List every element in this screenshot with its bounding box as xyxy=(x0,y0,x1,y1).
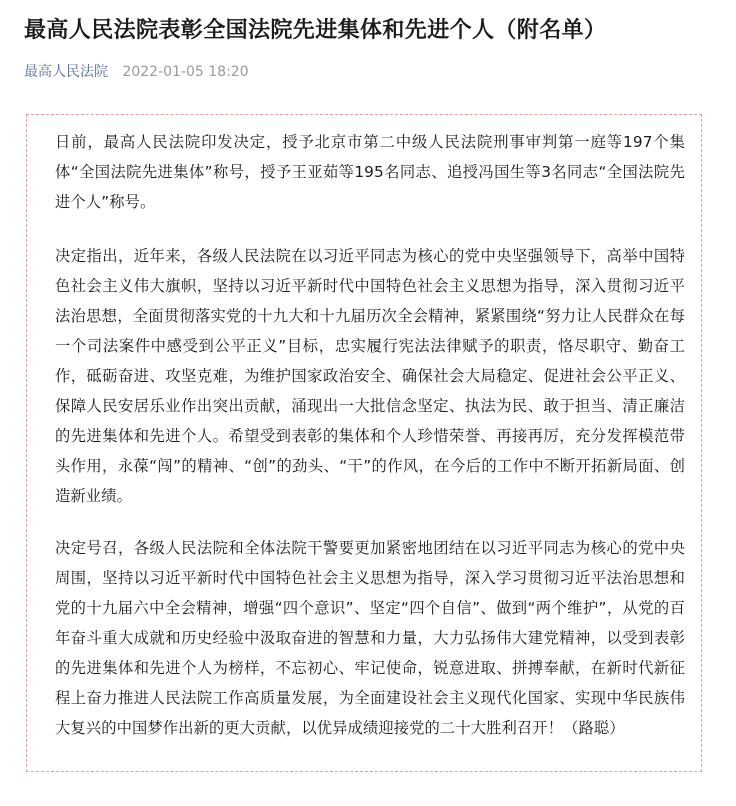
paragraph-decision-points: 决定指出，近年来，各级人民法院在以习近平同志为核心的党中央坚强领导下，高举中国特色社会主义伟大旗帜，坚持以习近平新时代中国特色社会主义思想为指导，深入贯彻习近平法治思想，全面贯彻落实党的十九大和十九届历次全会精神，紧紧围绕“努力让人民群众在每一个司法案件中感受到公平正义”目标，忠实履行宪法法律赋予的职责，恪尽职守、勤奋工作，砥砺奋进、攻坚克难，为维护国家政治安全、确保社会大局稳定、促进社会公平正义、保障人民安居乐业作出突出贡献，涌现出一大批信念坚定、执法为民、敢于担当、清正廉洁的先进集体和先进个人。希望受到表彰的集体和个人珍惜荣誉、再接再厉，充分发挥模范带头作用，永葆“闯”的精神、“创”的劲头、“干”的作风，在今后的工作中不断开拓新局面、创造新业绩。 xyxy=(55,247,685,505)
source-link[interactable]: 最高人民法院 xyxy=(24,64,108,80)
publish-datetime: 2022-01-05 18:20 xyxy=(122,64,249,80)
article-title: 最高人民法院表彰全国法院先进集体和先进个人（附名单） xyxy=(24,18,607,43)
paragraph-decision-call: 决定号召，各级人民法院和全体法院干警要更加紧密地团结在以习近平同志为核心的党中央周围，坚持以习近平新时代中国特色社会主义思想为指导，深入学习贯彻习近平法治思想和党的十九届六中全会精神，增强“四个意识”、坚定“四个自信”、做到“两个维护”，从党的百年奋斗重大成就和历史经验中汲取奋进的智慧和力量，大力弘扬伟大建党精神，以受到表彰的先进集体和先进个人为榜样，不忘初心、牢记使命，锐意进取、拼搏奉献，在新时代新征程上奋力推进人民法院工作高质量发展，为全面建设社会主义现代化国家、实现中华民族伟大复兴的中国梦作出新的更大贡献，以优异成绩迎接党的二十大胜利召开！（路聪） xyxy=(55,539,685,737)
article-content-box xyxy=(26,114,702,772)
paragraph-intro: 日前，最高人民法院印发决定，授予北京市第二中级人民法院刑事审判第一庭等197个集体“全国法院先进集体”称号，授予王亚茹等195名同志、追授冯国生等3名同志“全国法院先进个人”称号。 xyxy=(55,133,685,211)
article-meta xyxy=(24,62,249,82)
